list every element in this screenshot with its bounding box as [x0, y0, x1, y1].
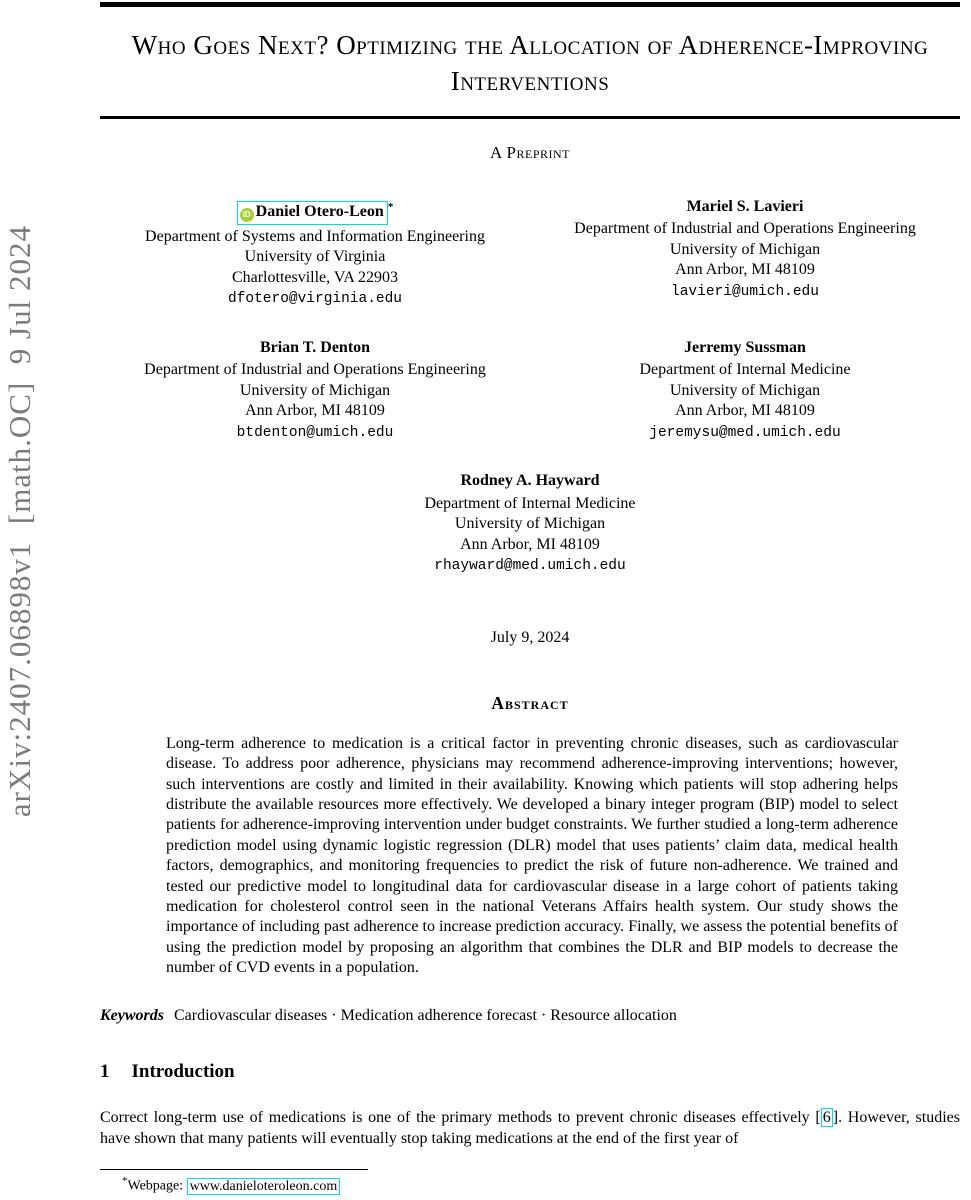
author-block-sussman — [530, 338, 960, 444]
footnote-rule — [100, 1169, 368, 1171]
author-univ: University of Virginia — [244, 248, 386, 266]
section-heading-introduction — [100, 1061, 960, 1083]
author-name: Mariel S. Lavieri — [686, 197, 804, 215]
title-rule — [100, 116, 960, 119]
author-name: Daniel Otero-Leon — [255, 203, 384, 221]
paper-content — [100, 0, 960, 1149]
author-addr: Ann Arbor, MI 48109 — [245, 402, 385, 420]
author-univ: University of Michigan — [669, 381, 821, 399]
footnote-text — [100, 1175, 960, 1195]
author-name: Jerremy Sussman — [684, 338, 806, 356]
author-block-denton — [100, 338, 530, 444]
author-email: jeremysu@med.umich.edu — [649, 424, 841, 441]
author-name: Brian T. Denton — [259, 338, 371, 356]
author-dept: Department of Systems and Information Engineering — [145, 227, 485, 245]
author-email: dfotero@virginia.edu — [227, 291, 403, 308]
abstract-heading: Abstract — [491, 692, 569, 713]
author-name: Rodney A. Hayward — [460, 472, 600, 490]
author-email: rhayward@med.umich.edu — [434, 558, 626, 575]
intro-text-before-citation: Correct long-term use of medications is one of the primary methods to prevent chronic diseases effectively [ — [100, 1108, 821, 1126]
keywords-list: Cardiovascular diseases · Medication adherence forecast · Resource allocation — [174, 1006, 677, 1024]
author-name-line — [100, 197, 530, 225]
author-block-hayward — [272, 471, 788, 577]
author-block-lavieri — [530, 197, 960, 310]
author-addr: Ann Arbor, MI 48109 — [675, 261, 815, 279]
footnote-area — [100, 1169, 960, 1195]
author-email: btdenton@umich.edu — [236, 424, 394, 441]
author-univ: University of Michigan — [239, 381, 391, 399]
author-addr: Ann Arbor, MI 48109 — [675, 402, 815, 420]
footnote-webpage-link[interactable]: www.danieloteroleon.com — [187, 1178, 341, 1195]
authors-row-1 — [100, 197, 960, 310]
author-addr: Ann Arbor, MI 48109 — [460, 535, 600, 553]
intro-text-after-citation: ]. However, studies have shown that many patients will eventually stop taking medications at the end of the first year of — [100, 1108, 960, 1147]
footnote-label: Webpage: — [127, 1179, 187, 1194]
author-dept: Department of Internal Medicine — [424, 494, 636, 512]
author-block-otero-leon — [100, 197, 530, 310]
author-homepage-link[interactable] — [237, 201, 388, 225]
author-email: lavieri@umich.edu — [671, 283, 819, 300]
author-univ: University of Michigan — [454, 515, 606, 533]
authors-row-2 — [100, 338, 960, 444]
intro-paragraph — [100, 1107, 960, 1149]
keywords-label: Keywords — [100, 1006, 164, 1024]
section-number: 1 — [100, 1060, 110, 1082]
footnote-marker: * — [122, 1175, 128, 1188]
orcid-icon[interactable]: iD — [240, 208, 254, 222]
paper-title: Who Goes Next? Optimizing the Allocation of Adherence-Improving Interventions — [131, 30, 929, 97]
author-addr: Charlottesville, VA 22903 — [231, 268, 399, 286]
keywords-line — [100, 1007, 960, 1025]
top-rule — [100, 2, 960, 7]
section-title: Introduction — [131, 1060, 235, 1082]
preprint-label: A Preprint — [489, 142, 571, 162]
paper-date: July 9, 2024 — [490, 628, 570, 646]
author-dept: Department of Industrial and Operations Engineering — [574, 220, 916, 238]
authors-row-3 — [100, 471, 960, 577]
author-dept: Department of Internal Medicine — [639, 361, 851, 379]
author-dept: Department of Industrial and Operations Engineering — [144, 361, 486, 379]
citation-link-6[interactable]: 6 — [822, 1108, 831, 1126]
author-univ: University of Michigan — [669, 240, 821, 258]
author-footnote-marker: * — [387, 200, 394, 213]
abstract-text: Long-term adherence to medication is a critical factor in preventing chronic diseases, such as cardiovascular disease. To address poor adherence, physicians may recommend adherence-improving interventions; however, such interventions are costly and limited in their availability. Knowing which patients will stop adhering helps distribute the available resources more effectively. We developed a binary integer program (BIP) model to select patients for adherence-improving intervention under budget constraints. We further studied a long-term adherence prediction model using dynamic logistic regression (DLR) model that uses patients’ claim data, medical health factors, demographics, and monitoring frequencies to predict the risk of future non-adherence. We trained and tested our predictive model to longitudinal data for cardiovascular disease in a large cohort of patients taking medication for cholesterol control seen in the national Veterans Affairs health system. Our study shows the importance of including past adherence to increase prediction accuracy. Finally, we assess the potential benefits of using the prediction model by proposing an algorithm that combines the DLR and BIP models to decrease the number of CVD events in a population. — [166, 734, 898, 977]
arxiv-watermark: arXiv:2407.06898v1 [math.OC] 9 Jul 2024 — [2, 225, 37, 818]
